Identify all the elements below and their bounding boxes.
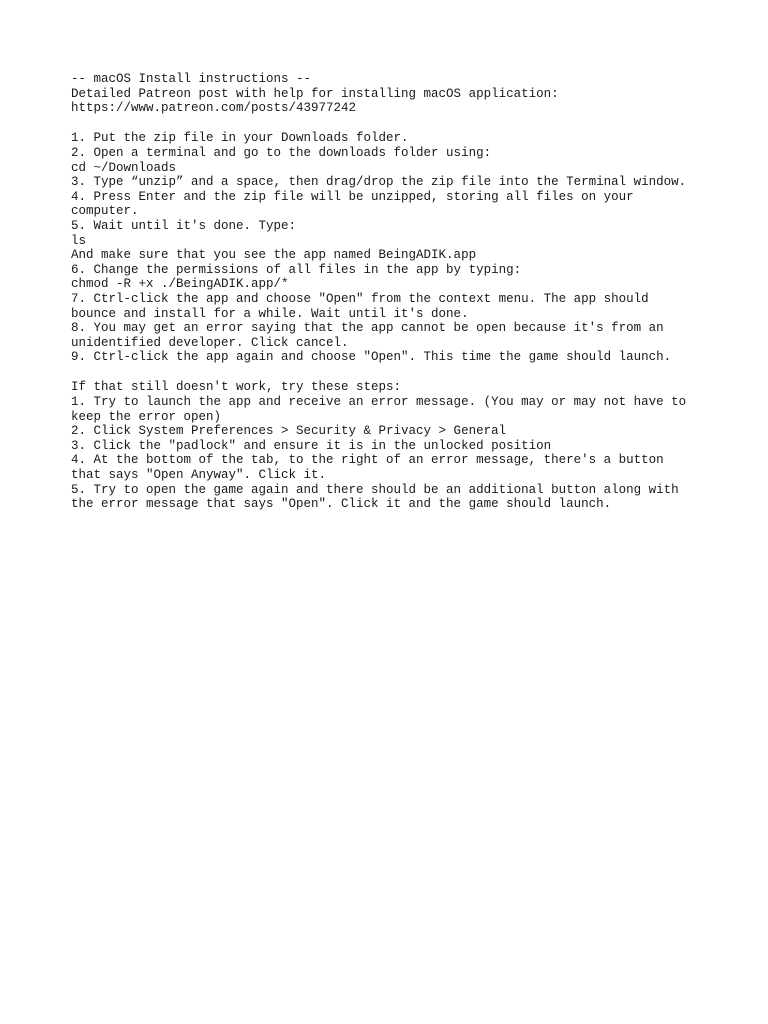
command-line: cd ~/Downloads xyxy=(71,160,177,175)
troubleshooting-line: 5. Try to open the game again and there should be an additional button along with xyxy=(71,482,679,497)
troubleshooting-line: 1. Try to launch the app and receive an error message. (You may or may not have to xyxy=(71,395,687,410)
spacer xyxy=(71,116,751,132)
step-line: 6. Change the permissions of all files in the app by typing: xyxy=(71,262,522,277)
step-line: 2. Open a terminal and go to the downloads folder using: xyxy=(71,145,492,160)
step-line: 7. Ctrl-click the app and choose "Open" from the context menu. The app should xyxy=(71,291,649,306)
troubleshooting-line: that says "Open Anyway". Click it. xyxy=(71,468,327,483)
troubleshooting-line: 4. At the bottom of the tab, to the right of an error message, there's a button xyxy=(71,453,664,468)
step-line: 8. You may get an error saying that the app cannot be open because it's from an xyxy=(71,321,664,336)
command-line: chmod -R +x ./BeingADIK.app/* xyxy=(71,277,289,292)
step-line: 1. Put the zip file in your Downloads folder. xyxy=(71,131,409,146)
troubleshooting-heading: If that still doesn't work, try these steps: xyxy=(71,380,402,395)
patreon-url: https://www.patreon.com/posts/43977242 xyxy=(71,101,357,116)
troubleshooting-line: the error message that says "Open". Click it and the game should launch. xyxy=(71,497,612,512)
header-block xyxy=(71,72,751,116)
command-line: ls xyxy=(71,233,87,248)
troubleshooting-line: 2. Click System Preferences > Security & Privacy > General xyxy=(71,424,507,439)
doc-title: -- macOS Install instructions -- xyxy=(71,72,312,86)
step-line: 9. Ctrl-click the app again and choose "Open". This time the game should launch. xyxy=(71,350,672,365)
spacer xyxy=(71,365,751,381)
step-line: 5. Wait until it's done. Type: xyxy=(71,218,297,233)
instructions-text xyxy=(71,72,751,512)
step-line: bounce and install for a while. Wait until it's done. xyxy=(71,306,469,321)
step-line: computer. xyxy=(71,204,139,219)
troubleshooting-line: 3. Click the "padlock" and ensure it is in the unlocked position xyxy=(71,438,552,453)
troubleshooting-line: keep the error open) xyxy=(71,409,222,424)
step-line: 3. Type “unzip” and a space, then drag/drop the zip file into the Terminal window. xyxy=(71,175,687,190)
step-line: 4. Press Enter and the zip file will be unzipped, storing all files on your xyxy=(71,189,634,204)
steps-block xyxy=(71,131,751,365)
step-line: unidentified developer. Click cancel. xyxy=(71,335,349,350)
troubleshooting-block xyxy=(71,380,751,511)
step-line: And make sure that you see the app named BeingADIK.app xyxy=(71,248,477,263)
patreon-note: Detailed Patreon post with help for installing macOS application: xyxy=(71,86,559,101)
